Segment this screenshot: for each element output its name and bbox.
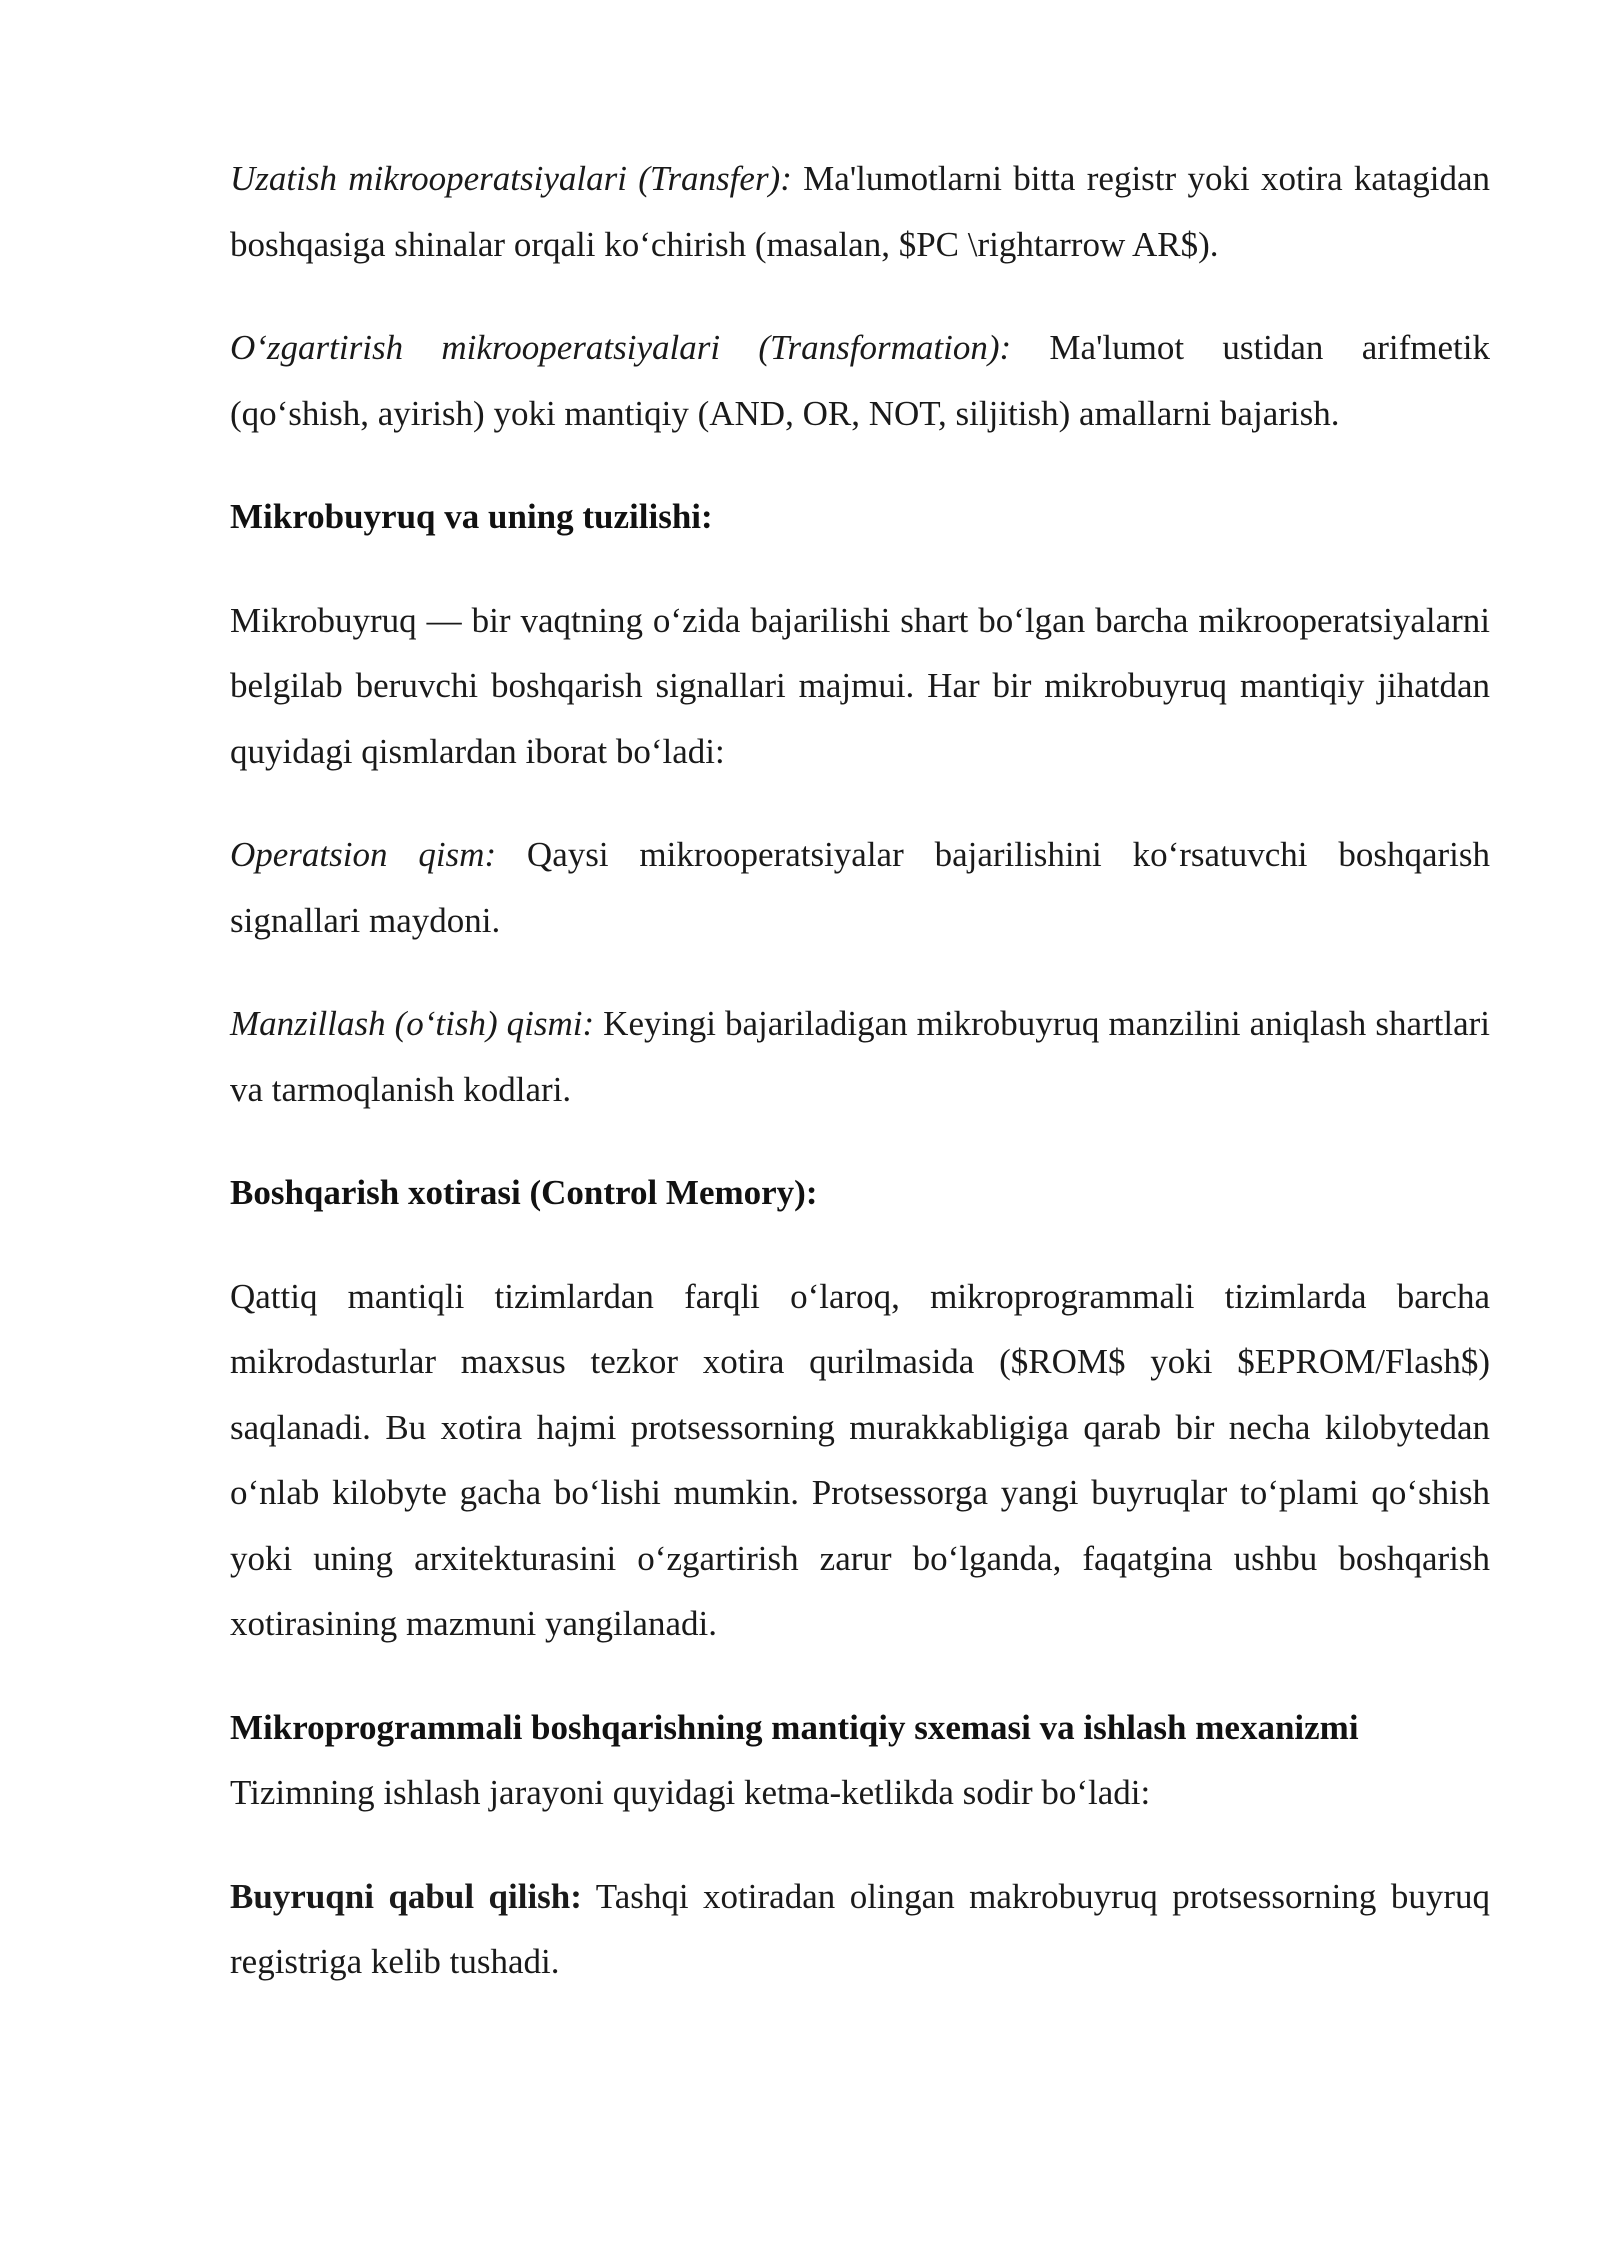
scheme-heading: Mikroprogrammali boshqarishning mantiqiy sxemasi va ishlash mexanizmi [230, 1707, 1359, 1747]
control-memory-paragraph: Qattiq mantiqli tizimlardan farqli o‘laroq, mikroprogrammali tizimlarda barcha mikrodasturlar maxsus tezkor xotira qurilmasida ($ROM$ yoki $EPROM/Flash$) saqlanadi. Bu xotira hajmi protsessorning murakkabligiga qarab bir necha kilobytedan o‘nlab kilobyte gacha bo‘lishi mumkin. Protsessorga yangi buyruqlar to‘plami qo‘shish yoki uning arxitekturasini o‘zgartirish zarur bo‘lganda, faqatgina ushbu boshqarish xotirasining mazmuni yangilanadi. [230, 1276, 1490, 1643]
microinstruction-heading: Mikrobuyruq va uning tuzilishi: [230, 497, 713, 536]
operational-part-text: Qaysi mikrooperatsiyalar bajarilishini ko‘rsatuvchi boshqarish signallari maydoni. [230, 835, 1491, 940]
addressing-part-paragraph [230, 991, 1490, 1122]
transfer-text: Ma'lumotlarni bitta registr yoki xotira katagidan boshqasiga shinalar orqali ko‘chirish (masalan, $PC \rightarrow AR$). [230, 159, 1490, 264]
addressing-part-text: Keyingi bajariladigan mikrobuyruq manzilini aniqlash shartlari va tarmoqlanish kodlari. [230, 1004, 1490, 1109]
transfer-term: Uzatish mikrooperatsiyalari (Transfer): [230, 159, 792, 198]
transformation-text: Ma'lumot ustidan arifmetik (qo‘shish, ayirish) yoki mantiqiy (AND, OR, NOT, siljitish) amallarni bajarish. [230, 328, 1490, 433]
operational-part-term: Operatsion qism: [230, 835, 497, 874]
scheme-intro-paragraph: Tizimning ishlash jarayoni quyidagi ketma-ketlikda sodir bo‘ladi: [230, 1773, 1151, 1812]
receive-instruction-paragraph [230, 1864, 1490, 1995]
microinstruction-paragraph: Mikrobuyruq — bir vaqtning o‘zida bajarilishi shart bo‘lgan barcha mikrooperatsiyalarni belgilab beruvchi boshqarish signallari majmui. Har bir mikrobuyruq mantiqiy jihatdan quyidagi qismlardan iborat bo‘ladi: [230, 600, 1490, 771]
transformation-term: O‘zgartirish mikrooperatsiyalari (Transformation): [230, 328, 1012, 367]
transformation-paragraph [230, 315, 1490, 446]
addressing-part-term: Manzillash (o‘tish) qismi: [230, 1004, 595, 1043]
operational-part-paragraph [230, 822, 1490, 953]
transfer-paragraph [230, 146, 1490, 277]
receive-instruction-text: Tashqi xotiradan olingan makrobuyruq protsessorning buyruq registriga kelib tushadi. [230, 1876, 1490, 1981]
control-memory-heading: Boshqarish xotirasi (Control Memory): [230, 1173, 818, 1212]
document-page [230, 146, 1490, 2033]
receive-instruction-term: Buyruqni qabul qilish: [230, 1876, 582, 1916]
